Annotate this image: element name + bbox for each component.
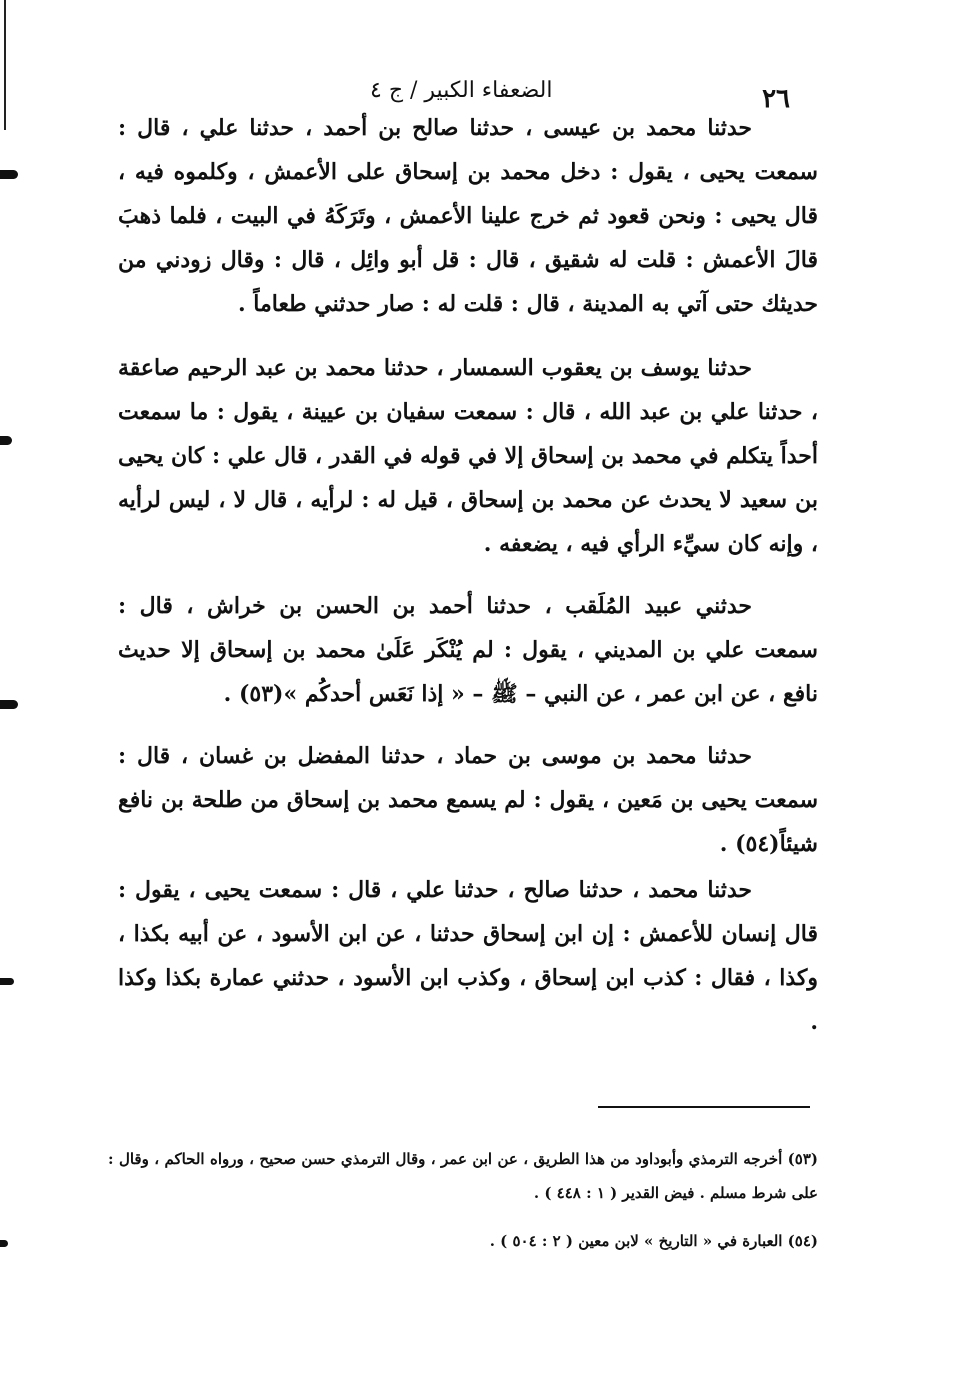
footnote-separator: [598, 1106, 810, 1108]
margin-mark: [0, 436, 12, 445]
paragraph: حدثنا محمد بن عيسى ، حدثنا صالح بن أحمد ، حدثنا علي ، قال : سمعت يحيى ، يقول : دخل محمد بن إسحاق على الأعمش ، وكلموه فيه ، قال يحيى : ونحن قعود ثم خرج علينا الأعمش ، وتَرَكَهُ في البيت ، فلما ذهبَ قالَ الأعمش : قلت له شقيق ، قال : قل أبو وائِل ، قال : وقال زودني من حديثك حتى آتي به المدينة ، قال : قلت له : صار حدثني طعاماً .: [118, 115, 818, 317]
footnote: (٥٤) العبارة في « التاريخ » لابن معين ( ٢ : ٥٠٤ ) .: [489, 1232, 818, 1250]
paragraph: حدثنا محمد بن موسى بن حماد ، حدثنا المفضل بن غسان ، قال : سمعت يحيى بن مَعين ، يقول : لم يسمع محمد بن إسحاق من طلحة بن نافع شيئاً(٥٤) .: [118, 743, 818, 857]
margin-mark: [0, 978, 14, 985]
footnote: (٥٣) أخرجه الترمذي وأبوداود من هذا الطريق ، عن ابن عمر ، وقال الترمذي حسن صحيح ، ورواه الحاكم ، وقال : على شرط مسلم . فيض القدير ( ١ : ٤٤٨ ) .: [108, 1150, 818, 1202]
margin-mark: [0, 1240, 8, 1247]
margin-mark: [0, 170, 18, 179]
paragraph: حدثنا يوسف بن يعقوب السمسار ، حدثنا محمد بن عبد الرحيم صاعقة ، حدثنا علي بن عبد الله ، قال : سمعت سفيان بن عيينة ، يقول : ما سمعت أحداً يتكلم في محمد بن إسحاق إلا في قوله في القدر ، قال علي : كان يحيى بن سعيد لا يحدث عن محمد بن إسحاق ، قيل له : لرأيه ، قال لا ، ليس لرأيه ، وإنه كان سيِّء الرأي فيه ، يضعفه .: [118, 355, 818, 557]
margin-mark: [0, 700, 18, 709]
page-number: ٢٦: [762, 84, 790, 114]
running-title: الضعفاء الكبير / ج ٤: [370, 78, 553, 103]
scan-edge-line: [4, 0, 6, 130]
paragraph: حدثنا محمد ، حدثنا صالح ، حدثنا علي ، قال : سمعت يحيى ، يقول : قال إنسان للأعمش : إن ابن إسحاق حدثنا ، عن ابن الأسود ، عن أبيه بكذا ، وكذا ، فقال : كذب ابن إسحاق ، وكذب ابن الأسود ، حدثني عمارة بكذا وكذا .: [118, 877, 818, 1035]
paragraph: حدثني عبيد المُلَقب ، حدثنا أحمد بن الحسن بن خراش ، قال : سمعت علي بن المديني ، يقول : لم يُنْكَر عَلَىٰ محمد بن إسحاق إلا حديث نافع ، عن ابن عمر ، عن النبي – ﷺ – « إذا نَعَس أحدكُم »(٥٣) .: [118, 593, 818, 707]
